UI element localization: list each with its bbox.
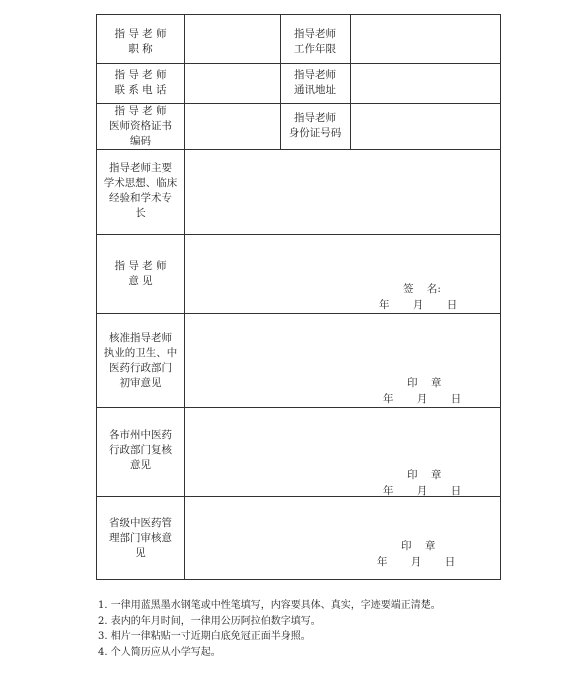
- advisor-expertise-label: 指导老师主要 学术思想、临床 经验和学术专 长: [103, 162, 178, 219]
- seal-label: 印 章: [407, 377, 442, 389]
- advisor-work-years-label: 指导老师 工作年限: [294, 28, 336, 55]
- label-column-divider: [184, 15, 185, 579]
- date-label: 年 月 日: [379, 299, 458, 311]
- instructions-notes: [98, 598, 538, 660]
- column-divider: [350, 15, 351, 149]
- seal-label: 印 章: [401, 540, 436, 552]
- provincial-review-label: 省级中医药管 理部门审核意 见: [109, 517, 172, 559]
- advisor-address-label: 指导老师 通讯地址: [294, 69, 336, 96]
- row-divider: [97, 149, 500, 150]
- signature-label: 签 名:: [403, 283, 441, 295]
- row-divider: [97, 407, 500, 408]
- initial-review-label: 核准指导老师 执业的卫生、中 医药行政部门 初审意见: [103, 332, 178, 389]
- date-label: 年 月 日: [383, 393, 462, 405]
- advisor-opinion-label: 指 导 老 师 意 见: [114, 260, 167, 287]
- row-divider: [97, 63, 500, 64]
- row-divider: [97, 313, 500, 314]
- advisor-phone-label: 指 导 老 师 联 系 电 话: [114, 69, 167, 96]
- row-divider: [97, 234, 500, 235]
- note-item: 3. 相片一律粘贴一寸近期白底免冠正面半身照。: [98, 631, 311, 642]
- seal-label: 印 章: [407, 469, 442, 481]
- advisor-id-number-label: 指导老师 身份证号码: [288, 112, 342, 139]
- city-review-label: 各市州中医药 行政部门复核 意见: [109, 429, 172, 471]
- advisor-license-label: 指 导 老 师 医师资格证书 编码: [109, 105, 172, 147]
- note-item: 4. 个人简历应从小学写起。: [98, 646, 221, 658]
- note-item: 2. 表内的年月时间，一律用公历阿拉伯数字填写。: [98, 615, 321, 627]
- date-label: 年 月 日: [383, 485, 462, 497]
- form-table: [96, 14, 501, 580]
- advisor-title-label: 指 导 老 师 职 称: [114, 28, 167, 55]
- date-label: 年 月 日: [377, 556, 456, 568]
- note-item: 1. 一律用蓝黑墨水钢笔或中性笔填写，内容要具体、真实，字迹要端正清楚。: [98, 600, 441, 611]
